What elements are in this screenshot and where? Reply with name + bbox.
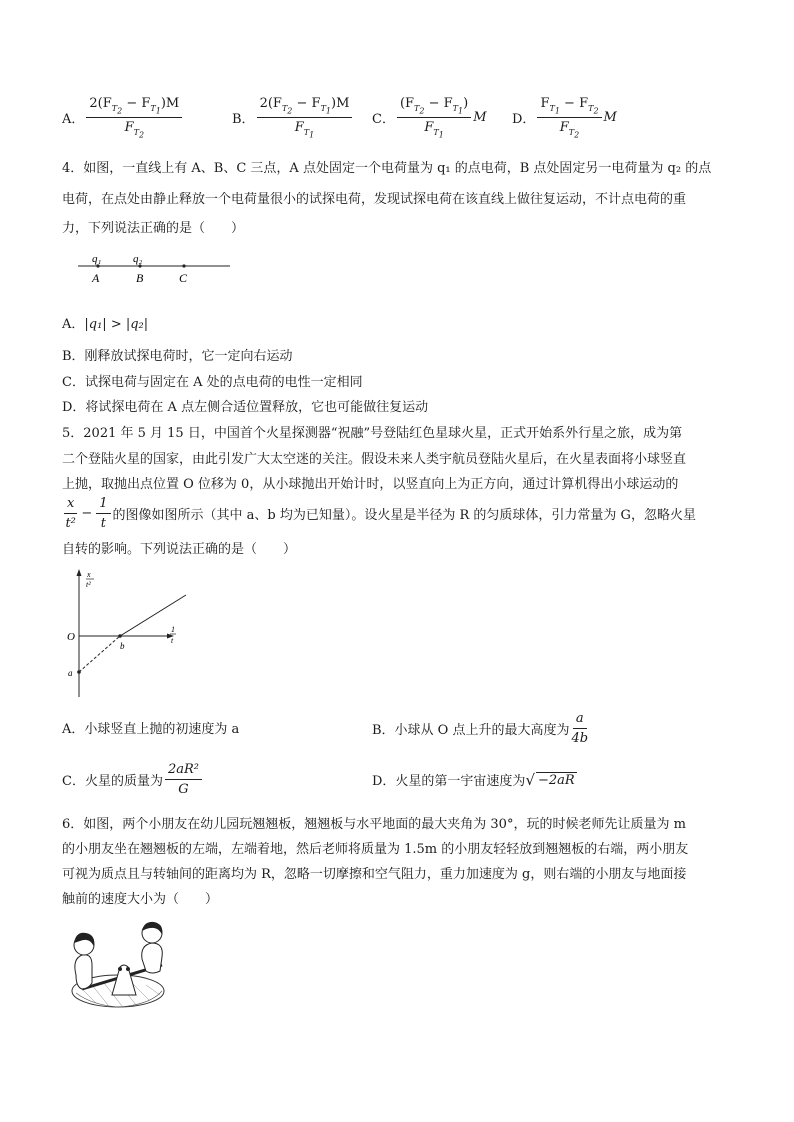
- q3-option-a-fraction: $\frac{2(F_{T_2} - F_{T_1})M}{F_{T_2}}$: [86, 96, 182, 139]
- q5-option-b-fraction: $\frac{a}{4b}$: [571, 711, 589, 746]
- q3-option-c-fraction: $\frac{(F_{T_2} - F_{T_1})}{F_{T_1}}$: [397, 96, 471, 139]
- q5-b-label: b: [120, 641, 125, 651]
- q3-option-b-fraction: $\frac{2(F_{T_2} - F_{T_1})M}{F_{T_1}}$: [257, 96, 353, 139]
- q3-option-c: C． $\frac{(F_{T_2} - F_{T_1})}{F_{T_1}}$ M: [372, 96, 487, 140]
- q5-y-label-den: t²: [86, 580, 91, 589]
- q5-option-b: B．小球从 O 点上升的最大高度为 $\frac{a}{4b}$: [372, 711, 589, 746]
- q6-seesaw-illustration: [62, 915, 182, 1013]
- q3-option-a: A． $\frac{2(F_{T_2} - F_{T_1})M}{F_{T_2}}$: [62, 96, 184, 139]
- q4-label-q1: q₁: [92, 253, 102, 265]
- q3-option-d-fraction: $\frac{F_{T_1} - F_{T_2}}{F_{T_2}}$: [537, 96, 601, 139]
- q5-stem-line-1: 5．2021 年 5 月 15 日，中国首个火星探测器“祝融”号登陆红色星球火星，正式开始系外行星之旅，成为第: [62, 426, 683, 441]
- q5-frac-1-over-t: $\frac{1}{t}$: [96, 496, 110, 531]
- q5-frac-x-over-t2: $\frac{x}{\text{t²}}$: [65, 496, 76, 531]
- q5-option-a: A．小球竖直上抛的初速度为 a: [62, 722, 240, 737]
- q4-option-c: C．试探电荷与固定在 A 处的点电荷的电性一定相同: [62, 375, 363, 390]
- q5-a-label: a: [68, 668, 73, 678]
- q4-label-b: B: [136, 271, 144, 285]
- q4-label-a: A: [92, 271, 100, 285]
- q5-x-label-den: t: [171, 636, 174, 645]
- q5-solid-line: [120, 595, 186, 636]
- q5-option-d: D．火星的第一宇宙速度为 √ −2aR: [372, 770, 575, 789]
- q5-graph: [62, 565, 192, 701]
- left-child: [75, 955, 92, 989]
- q5-stem-line-2: 二个登陆火星的国家，由此引发广大太空迷的关注。假设未来人类宇航员登陆火星后，在火星表面将小球竖直: [62, 452, 687, 467]
- q4-stem-line-3: 力，下列说法正确的是（ ）: [62, 221, 245, 236]
- q4-stem-line-1: 4．如图，一直线上有 A、B、C 三点，A 点处固定一个电荷量为 q₁ 的点电荷，B 点处固定另一电荷量为 q₂ 的点: [62, 161, 712, 176]
- q5-origin-label: O: [67, 631, 75, 643]
- q5-option-c: C．火星的质量为 $\frac{\text{2aR²}}{G}$: [62, 762, 204, 797]
- q6-stem-line-2: 的小朋友坐在翘翘板的左端，左端着地，然后老师将质量为 1.5m 的小朋友轻轻放到翘翘板的右端，两小朋友: [62, 842, 689, 857]
- q4-label-q2: q₂: [133, 253, 143, 265]
- q3-option-b: B． $\frac{2(F_{T_2} - F_{T_1})M}{F_{T_1}}$: [232, 96, 354, 139]
- q5-stem-line-4: $\frac{x}{\text{t²}}$ − $\frac{1}{t}$ 的图像如图所示（其中 a、b 均为已知量）。设火星是半径为 R 的匀质球体，引力常量为 G，忽略火星: [65, 496, 696, 531]
- q5-stem-line-3: 上抛，取抛出点位置 O 位移为 0，从小球抛出开始计时，以竖直向上为正方向，通过计算机得出小球运动的: [62, 477, 679, 492]
- q5-point-a: [77, 670, 81, 674]
- right-child: [142, 943, 163, 973]
- q5-stem-line-5: 自转的影响。下列说法正确的是（ ）: [62, 542, 297, 557]
- q5-y-label-num: x: [87, 570, 91, 579]
- q6-stem-line-1: 6．如图，两个小朋友在幼儿园玩翘翘板，翘翘板与水平地面的最大夹角为 30°，玩的时候老师先让质量为 m: [62, 817, 686, 832]
- q4-line-figure: [62, 252, 242, 290]
- q3-option-d: D． $\frac{F_{T_1} - F_{T_2}}{F_{T_2}}$ M: [512, 96, 617, 140]
- q4-option-a: A．|q₁| > |q₂|: [62, 317, 149, 332]
- q4-point-c-dot: [182, 264, 185, 267]
- q5-option-c-fraction: $\frac{\text{2aR²}}{G}$: [165, 762, 202, 797]
- q6-stem-line-4: 触前的速度大小为（ ）: [62, 892, 219, 907]
- q4-label-c: C: [179, 271, 188, 285]
- q6-stem-line-3: 可视为质点且与转轴间的距离均为 R，忽略一切摩擦和空气阻力，重力加速度为 g，则右端的小朋友与地面接: [62, 867, 687, 882]
- q5-point-b: [118, 634, 122, 638]
- q5-y-axis-arrow: [77, 569, 82, 576]
- q4-option-b: B．刚释放试探电荷时，它一定向右运动: [62, 349, 293, 364]
- q5-x-label-num: 1: [171, 625, 175, 634]
- q4-stem-line-2: 电荷，在点处由静止释放一个电荷量很小的试探电荷，发现试探电荷在该直线上做往复运动，不计点电荷的重: [62, 192, 687, 207]
- q5-dashed-segment: [79, 636, 120, 672]
- q4-option-d: D．将试探电荷在 A 点左侧合适位置释放，它也可能做往复运动: [62, 400, 429, 415]
